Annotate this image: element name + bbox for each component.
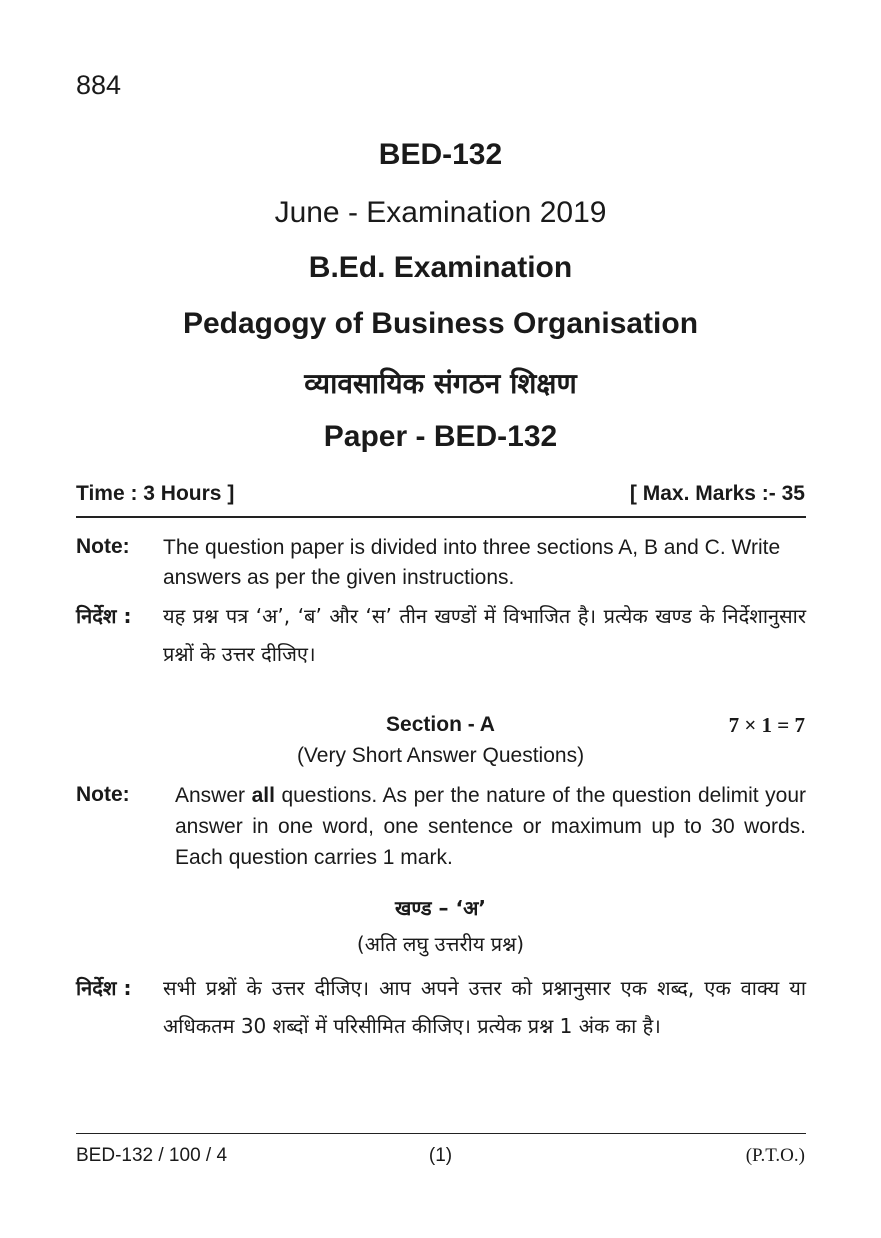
footer-page-number: (1) bbox=[428, 1145, 453, 1166]
section-a-title-hindi: खण्ड – ‘अ’ bbox=[395, 896, 486, 920]
paper-heading: Paper - BED-132 bbox=[323, 420, 558, 453]
general-note-text: The question paper is divided into three sections A, B and C. Write answers as per the given instructions. bbox=[163, 536, 781, 589]
section-a-note-label-hindi: निर्देश : bbox=[76, 976, 132, 1000]
note-text-pre: Answer bbox=[175, 784, 252, 807]
footer-pto: (P.T.O.) bbox=[745, 1145, 805, 1166]
section-a-note-text-hindi: सभी प्रश्नों के उत्तर दीजिए। आप अपने उत्तर को प्रश्नानुसार एक शब्द, एक वाक्य या अधिकतम 30 शब्दों में परिसीमित कीजिए। प्रत्येक प्रश्न 1 अंक का है। bbox=[163, 976, 806, 1038]
header-divider bbox=[76, 516, 806, 518]
subject-heading: Pedagogy of Business Organisation bbox=[182, 307, 699, 340]
note-text-post: questions. As per the nature of the question delimit your answer in one word, one sentence or maximum up to 30 words. Each question carries 1 mark. bbox=[175, 784, 807, 869]
general-note-text-hindi: यह प्रश्न पत्र ‘अ’, ‘ब’ और ‘स’ तीन खण्डों में विभाजित है। प्रत्येक खण्ड के निर्देशानुसार प्रश्नों के उत्तर दीजिए। bbox=[163, 604, 806, 666]
section-a-subtitle: (Very Short Answer Questions) bbox=[296, 744, 585, 767]
time-allowed: Time : 3 Hours ] bbox=[76, 482, 235, 505]
section-a-note-label: Note: bbox=[76, 783, 130, 806]
general-note-label-hindi: निर्देश : bbox=[76, 604, 132, 628]
note-text-bold: all bbox=[251, 784, 275, 807]
exam-session-heading: June - Examination 2019 bbox=[274, 196, 607, 229]
section-a-marks: 7 × 1 = 7 bbox=[728, 713, 805, 737]
page-code-number: 884 bbox=[76, 70, 122, 100]
subject-heading-hindi: व्यावसायिक संगठन शिक्षण bbox=[304, 367, 577, 400]
section-a-note-text bbox=[175, 780, 806, 873]
section-a-subtitle-hindi: (अति लघु उत्तरीय प्रश्न) bbox=[356, 932, 525, 956]
course-heading: B.Ed. Examination bbox=[308, 251, 573, 284]
footer-paper-code: BED-132 / 100 / 4 bbox=[76, 1145, 228, 1166]
footer-divider bbox=[76, 1133, 806, 1134]
section-a-title: Section - A bbox=[386, 713, 495, 736]
max-marks: [ Max. Marks :- 35 bbox=[629, 482, 805, 505]
general-note-label: Note: bbox=[76, 535, 130, 558]
paper-code-heading: BED-132 bbox=[378, 138, 503, 171]
